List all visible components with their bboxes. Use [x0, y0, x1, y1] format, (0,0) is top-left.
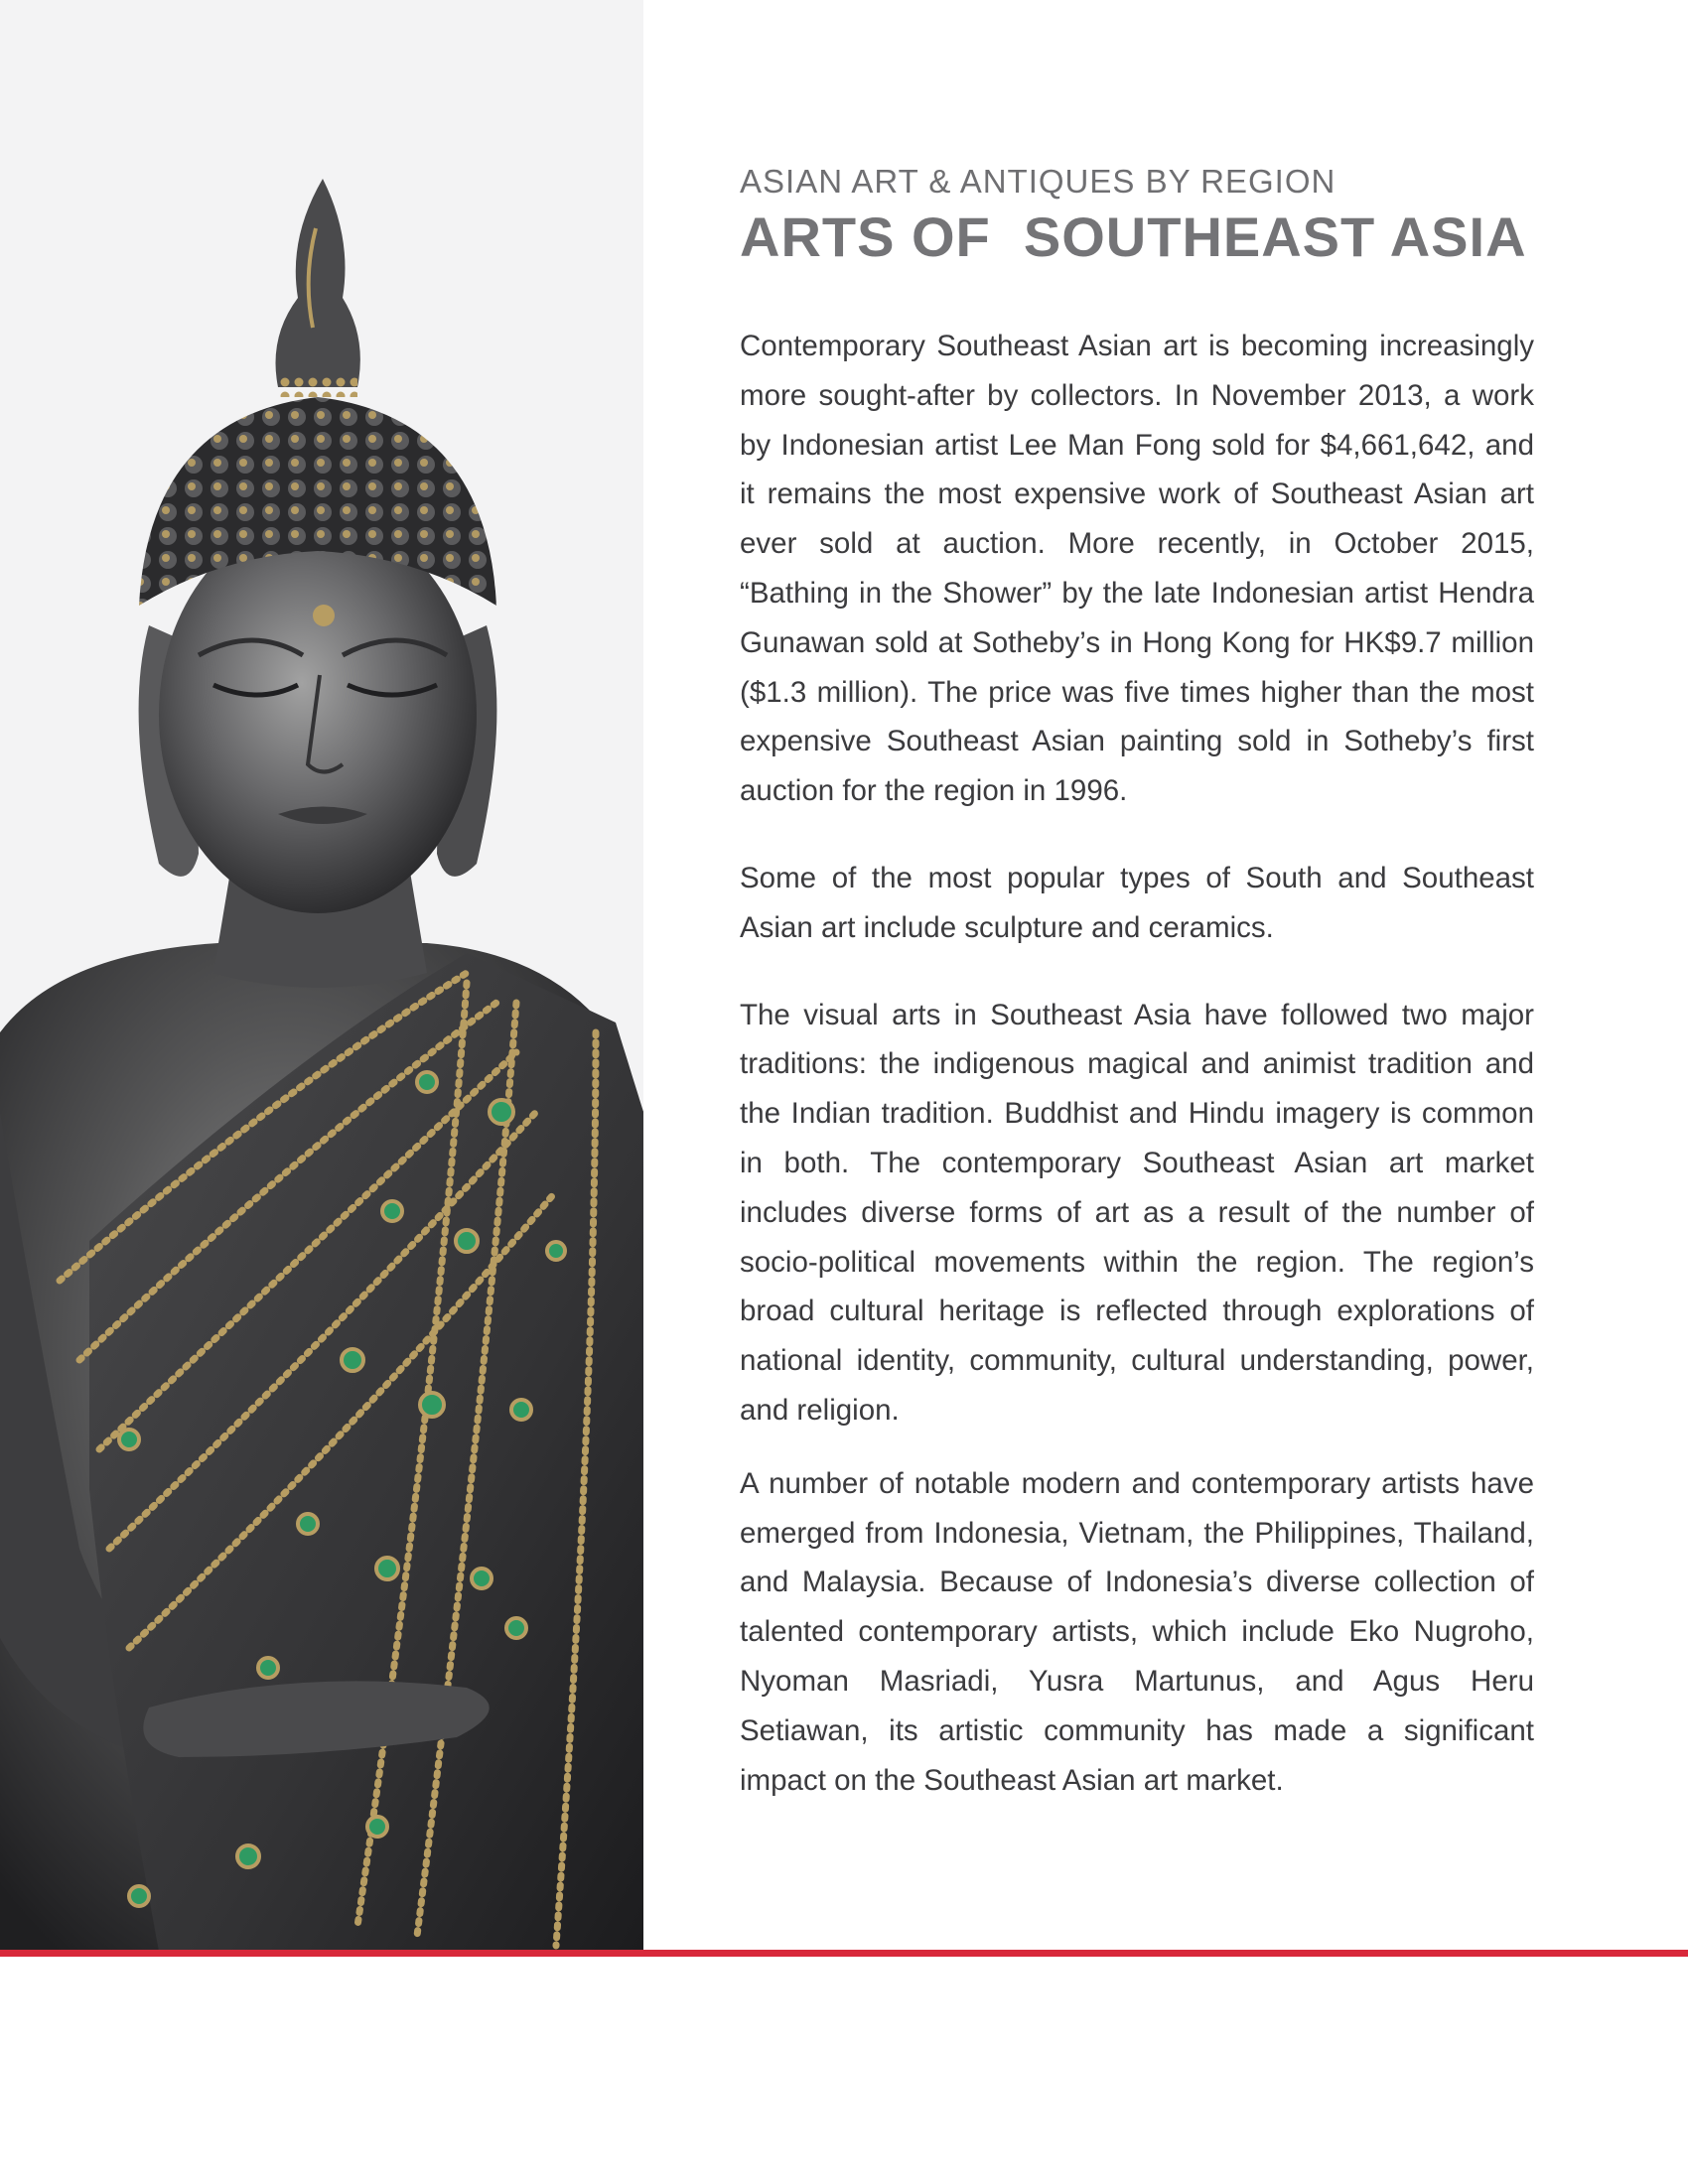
page-title: ARTS OF SOUTHEAST ASIA — [740, 205, 1527, 268]
buddha-statue-photo — [0, 0, 643, 1951]
ushnisha — [276, 179, 360, 387]
body-paragraph-4: A number of notable modern and contemporary artists have emerged from Indonesia, Vietnam, the Philippines, Thailand, and Malaysia. Because of Indonesia’s diverse collection of talented contemporary artists, which include Eko Nugroho, Nyoman Masriadi, Yusra Martunus, and Agus Heru Setiawan, its artistic community has made a significant impact on the Southeast Asian art market. — [740, 1466, 1534, 1797]
article-column — [740, 159, 1534, 1805]
body-paragraph-2: Some of the most popular types of South and Southeast Asian art include sculpture and ceramics. — [740, 861, 1534, 944]
buddha-statue-illustration — [0, 0, 643, 1951]
red-divider-rule — [0, 1950, 1688, 1957]
face — [159, 516, 477, 913]
section-kicker: ASIAN ART & ANTIQUES BY REGION — [740, 163, 1336, 200]
body-paragraph-3: The visual arts in Southeast Asia have followed two major traditions: the indigenous magical and animist tradition and the Indian tradition. Buddhist and Hindu imagery is common in both. The contemporary Southeast Asian art market includes diverse forms of art as a result of the number of socio-political movements within the region. The region’s broad cultural heritage is reflected through explorations of national identity, community, cultural understanding, power, and religion. — [740, 998, 1534, 1427]
body-paragraph-1: Contemporary Southeast Asian art is becoming increasingly more sought-after by collectors. In November 2013, a work by Indonesian artist Lee Man Fong sold for $4,661,642, and it remains the most expensive work of Southeast Asian art ever sold at auction. More recently, in October 2015, “Bathing in the Shower” by the late Indonesian artist Hendra Gunawan sold at Sotheby’s in Hong Kong for HK$9.7 million ($1.3 million). The price was five times higher than the most expensive Southeast Asian painting sold in Sotheby’s first auction for the region in 1996. — [740, 330, 1534, 808]
